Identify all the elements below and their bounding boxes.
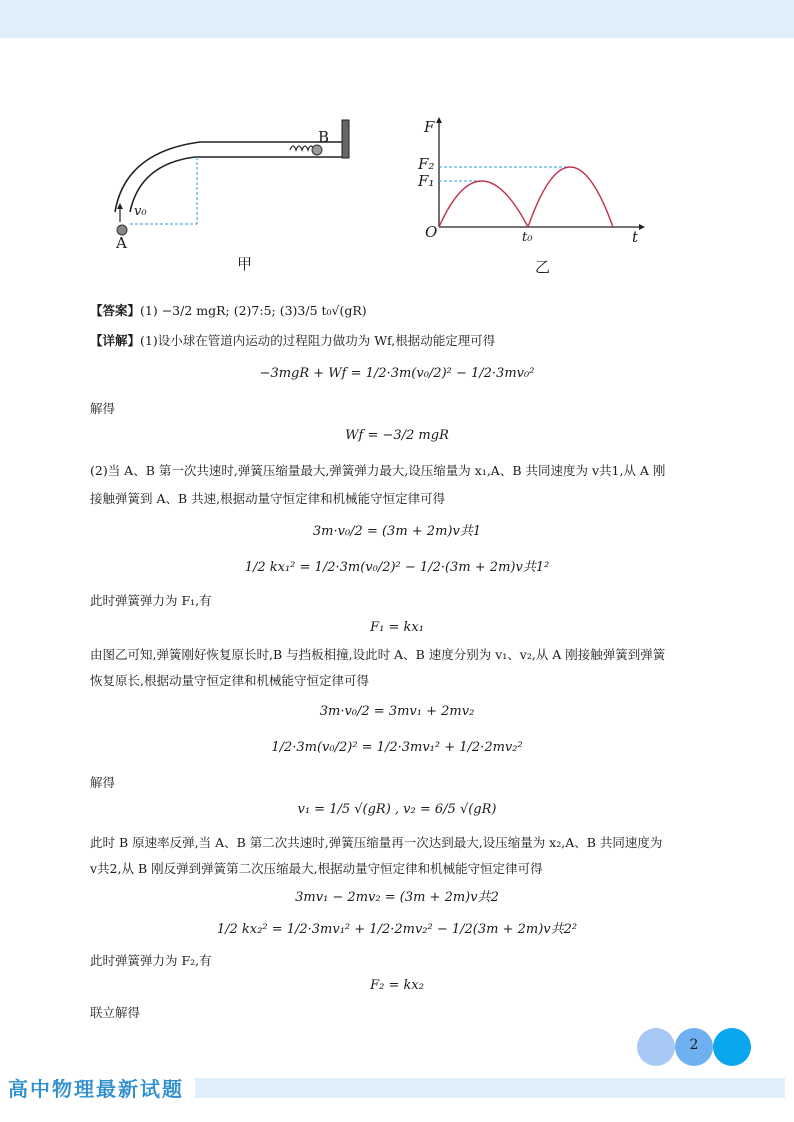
label-a: A xyxy=(116,234,127,252)
equation-1: −3mgR + Wf = 1/2·3m(v₀/2)² − 1/2·3mv₀² xyxy=(259,366,535,381)
detail-p3b: 接触弹簧到 A、B 共速,根据动量守恒定律和机械能守恒定律可得 xyxy=(90,491,446,506)
caption-yi: 乙 xyxy=(535,258,551,276)
equation-3: 3m·v₀/2 = (3m + 2m)v共1 xyxy=(312,524,482,539)
badge-circle-1 xyxy=(637,1028,675,1066)
label-v0: v₀ xyxy=(134,204,147,219)
label-b: B xyxy=(318,128,330,146)
equation-11: F₂ = kx₂ xyxy=(370,978,424,993)
header-band xyxy=(0,0,794,38)
answer-line xyxy=(90,298,750,324)
detail-p3a: (2)当 A、B 第一次共速时,弹簧压缩量最大,弹簧弹力最大,设压缩量为 x₁,A、B 共同速度为 v共1,从 A 刚 xyxy=(90,463,666,478)
label-f2: F₂ xyxy=(418,155,435,173)
equation-10: 1/2 kx₂² = 1/2·3mv₁² + 1/2·2mv₂² − 1/2(3m + 2m)v共2² xyxy=(216,922,578,937)
detail-p4: 此时弹簧弹力为 F₁,有 xyxy=(90,593,212,608)
equation-8: v₁ = 1/5 √(gR) , v₂ = 6/5 √(gR) xyxy=(297,802,497,817)
detail-p8: 此时弹簧弹力为 F₂,有 xyxy=(90,953,212,968)
detail-p6: 解得 xyxy=(90,775,116,790)
label-t0: t₀ xyxy=(522,230,533,245)
figure-yi xyxy=(425,115,650,235)
detail-p1-text: (1)设小球在管道内运动的过程阻力做功为 Wf,根据动能定理可得 xyxy=(140,333,496,348)
force-curve-1 xyxy=(439,181,528,227)
detail-p7b: v共2,从 B 刚反弹到弹簧第二次压缩最大,根据动量守恒定律和机械能守恒定律可得 xyxy=(90,861,543,876)
equation-2: Wf = −3/2 mgR xyxy=(345,428,449,443)
label-f1: F₁ xyxy=(418,172,435,190)
page-number: 2 xyxy=(689,1037,699,1053)
equation-5: F₁ = kx₁ xyxy=(370,620,424,635)
detail-head: 【详解】 xyxy=(90,333,141,348)
answer-head: 【答案】 xyxy=(90,303,141,318)
label-f-axis: F xyxy=(424,118,435,136)
force-curve-2 xyxy=(528,167,613,227)
equation-6: 3m·v₀/2 = 3mv₁ + 2mv₂ xyxy=(319,704,475,719)
footer-bar xyxy=(195,1078,785,1098)
detail-p5a: 由图乙可知,弹簧刚好恢复原长时,B 与挡板相撞,设此时 A、B 速度分别为 v₁、v₂,从 A 刚接触弹簧到弹簧 xyxy=(90,647,666,662)
caption-jia: 甲 xyxy=(237,255,253,273)
detail-p5b: 恢复原长,根据动量守恒定律和机械能守恒定律可得 xyxy=(90,673,369,688)
detail-p2: 解得 xyxy=(90,401,116,416)
equation-4: 1/2 kx₁² = 1/2·3m(v₀/2)² − 1/2·(3m + 2m)v共1² xyxy=(244,560,550,575)
label-origin: O xyxy=(425,223,438,241)
detail-p1 xyxy=(90,328,750,354)
label-t-axis: t xyxy=(632,228,639,246)
equation-7: 1/2·3m(v₀/2)² = 1/2·3mv₁² + 1/2·2mv₂² xyxy=(271,740,523,755)
answer-text: (1) −3/2 mgR; (2)7:5; (3)3/5 t₀√(gR) xyxy=(140,303,367,318)
detail-p9: 联立解得 xyxy=(90,1005,141,1020)
equation-9: 3mv₁ − 2mv₂ = (3m + 2m)v共2 xyxy=(295,890,499,905)
detail-p7a: 此时 B 原速率反弹,当 A、B 第二次共速时,弹簧压缩量再一次达到最大,设压缩量为 x₂,A、B 共同速度为 xyxy=(90,835,663,850)
badge-circle-3 xyxy=(713,1028,751,1066)
footer-title: 高中物理最新试题 xyxy=(8,1077,184,1101)
